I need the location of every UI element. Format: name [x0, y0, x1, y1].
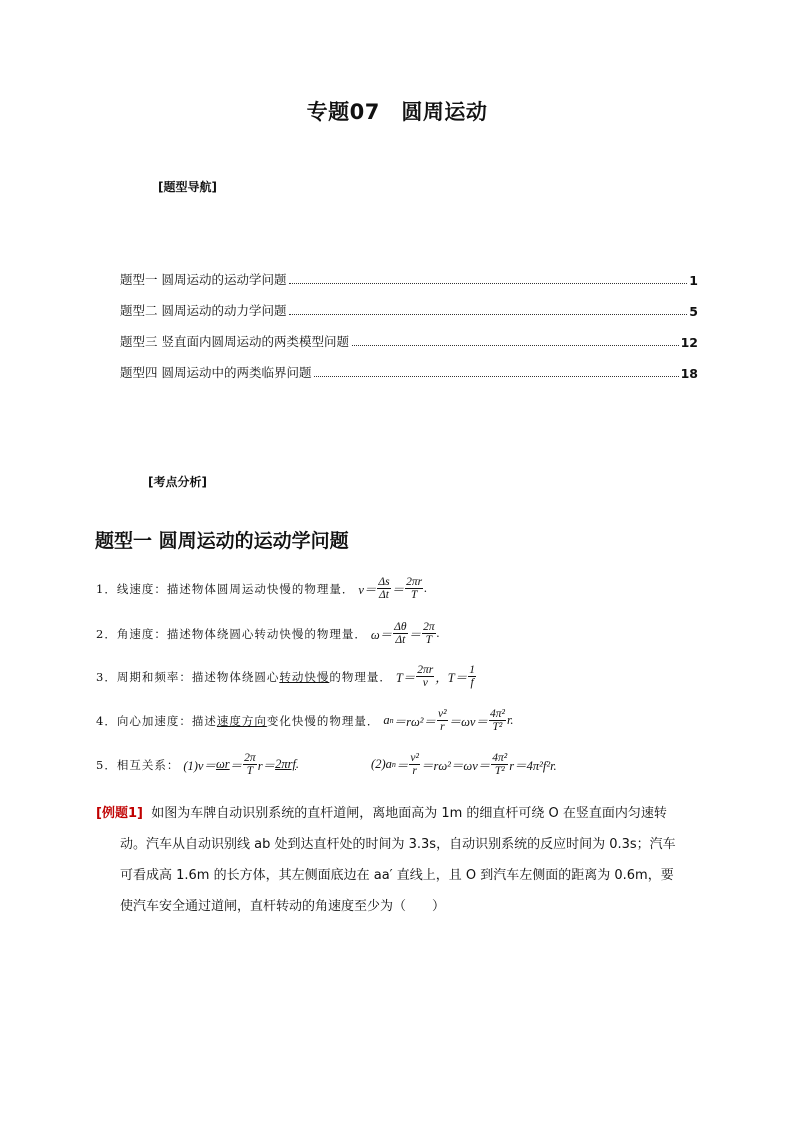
- toc-page: 1: [689, 273, 698, 288]
- toc-item[interactable]: [120, 361, 698, 381]
- analysis-tag: [考点分析]: [148, 475, 207, 489]
- toc-item[interactable]: [120, 330, 698, 350]
- item-text-underlined: 速度方向: [216, 713, 267, 728]
- period-frequency-formula: T＝ $\frac{2\pi r}{v}$ ，T＝ $\frac{1}{f}$: [395, 664, 475, 690]
- item-text: 2．角速度：描述物体绕圆心转动快慢的物理量．: [96, 626, 367, 641]
- toc-page: 12: [680, 335, 698, 350]
- list-item: [96, 664, 477, 689]
- angular-velocity-formula: ω＝ $\frac{\Delta\theta}{\Delta t}$ ＝ $\frac{2\pi}{T}$ .: [370, 621, 440, 647]
- toc-leader: [314, 376, 678, 377]
- example-line-4: 使汽车安全通过道闸，直杆转动的角速度至少为（ ）: [120, 899, 446, 914]
- toc-leader: [289, 314, 687, 315]
- relation-formula-1: (1)v＝ ωr ＝ $\frac{2\pi}{T}$ r＝ 2πrf .: [183, 752, 300, 778]
- example-paragraph: [96, 798, 706, 922]
- toc-item[interactable]: [120, 299, 698, 319]
- list-item: [96, 576, 427, 601]
- item-text: 变化快慢的物理量．: [266, 713, 380, 728]
- item-text: 3．周期和频率：描述物体绕圆心: [96, 669, 280, 684]
- toc-page: 5: [689, 304, 698, 319]
- item-text: 5．相互关系：: [96, 757, 180, 772]
- example-line-2: 动。汽车从自动识别线 ab 处到达直杆处的时间为 3.3s，自动识别系统的反应时间为 0.3s；汽车: [120, 837, 676, 852]
- toc-leader: [289, 283, 687, 284]
- item-text: 4．向心加速度：描述: [96, 713, 217, 728]
- toc-page: 18: [680, 366, 698, 381]
- relation-formula-2: (2)a n ＝ $\frac{\text{v²}}{r}$ ＝rω²＝ωv＝ $\frac{\text{4π²}}{\text{T²}}$ r＝4π²f²r.: [371, 752, 557, 778]
- example-line-3: 可看成高 1.6m 的长方体，其左侧面底边在 aa′ 直线上，且 O 到汽车左侧面的距离为 0.6m，要: [120, 868, 674, 883]
- item-text-underlined: 转动快慢: [279, 669, 330, 684]
- list-item: [96, 708, 514, 733]
- page-title: 专题07 圆周运动: [306, 100, 488, 124]
- toc-label: 题型四 圆周运动中的两类临界问题: [120, 365, 312, 380]
- toc-label: 题型三 竖直面内圆周运动的两类模型问题: [120, 334, 349, 349]
- toc-label: 题型二 圆周运动的动力学问题: [120, 303, 287, 318]
- toc-label: 题型一 圆周运动的运动学问题: [120, 272, 287, 287]
- section-title: 题型一 圆周运动的运动学问题: [95, 530, 349, 552]
- item-text: 的物理量．: [329, 669, 392, 684]
- item-text: 1．线速度：描述物体圆周运动快慢的物理量．: [96, 581, 355, 596]
- example-line-1: [例题1] 如图为车牌自动识别系统的直杆道闸，离地面高为 1m 的细直杆可绕 O 在竖直面内匀速转: [96, 806, 667, 821]
- toc-item[interactable]: [120, 268, 698, 288]
- example-tag: [例题1]: [96, 806, 143, 821]
- nav-tag: [题型导航]: [158, 180, 217, 194]
- toc-leader: [352, 345, 679, 346]
- list-item: [96, 752, 557, 777]
- linear-velocity-formula: v＝ $\frac{\Delta s}{\Delta t}$ ＝ $\frac{2\pi r}{T}$ .: [358, 576, 428, 602]
- list-item: [96, 621, 440, 646]
- centripetal-acceleration-formula: a n ＝rω²＝ $\frac{\text{v²}}{r}$ ＝ωv＝ $\frac{\text{4π²}}{\text{T²}}$ r.: [383, 708, 514, 734]
